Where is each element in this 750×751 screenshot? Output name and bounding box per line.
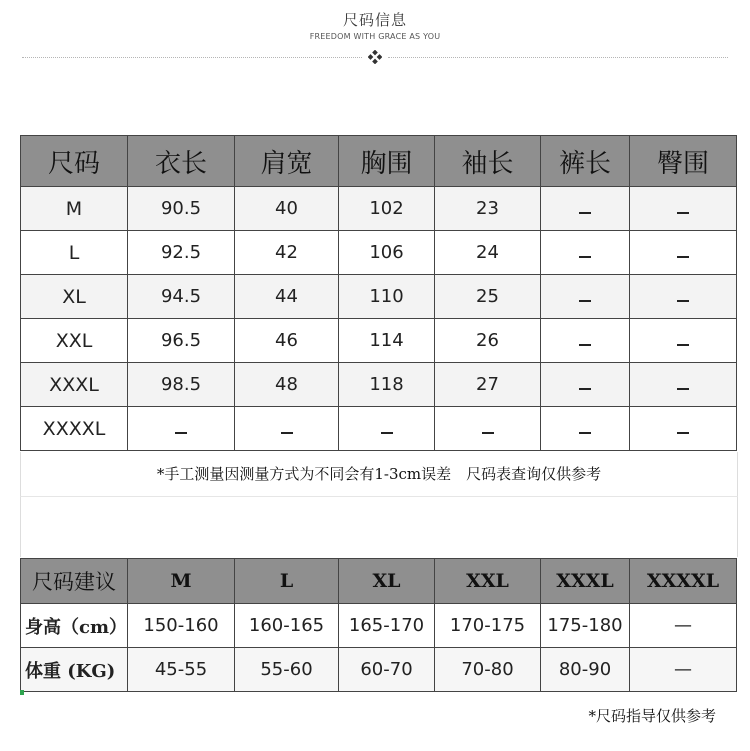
empty-dash	[677, 244, 689, 258]
table-cell: 175-180	[541, 604, 630, 648]
size-label: XXXL	[21, 363, 128, 407]
table-cell	[541, 187, 630, 231]
diamond-dots-icon	[368, 50, 382, 64]
table-cell: 106	[339, 231, 435, 275]
table-cell: 98.5	[128, 363, 235, 407]
empty-dash	[579, 420, 591, 434]
size-label: XXL	[21, 319, 128, 363]
header-xxxxl: XXXXL	[630, 559, 737, 604]
dotted-divider-right	[388, 57, 728, 58]
table-cell: 170-175	[435, 604, 541, 648]
table-cell: 150-160	[128, 604, 235, 648]
table-cell: —	[630, 604, 737, 648]
table-cell: 55-60	[235, 648, 339, 692]
table-cell: 44	[235, 275, 339, 319]
header-sleeve: 袖长	[435, 136, 541, 187]
table-row	[21, 604, 737, 648]
table-cell: 70-80	[435, 648, 541, 692]
table-cell	[541, 319, 630, 363]
table-cell	[630, 407, 737, 451]
table-cell	[630, 319, 737, 363]
header-xl: XL	[339, 559, 435, 604]
size-label: M	[21, 187, 128, 231]
corner-mark	[20, 690, 24, 695]
table-cell	[235, 407, 339, 451]
section-subtitle: FREEDOM WITH GRACE AS YOU	[309, 32, 441, 41]
table-cell: 25	[435, 275, 541, 319]
section-title: 尺码信息	[342, 11, 407, 29]
table-row	[21, 275, 737, 319]
header-recommendation: 尺码建议	[21, 559, 128, 604]
table-cell: 102	[339, 187, 435, 231]
table-cell: 92.5	[128, 231, 235, 275]
empty-dash	[579, 332, 591, 346]
table-cell: 110	[339, 275, 435, 319]
table-cell: 118	[339, 363, 435, 407]
table-cell	[630, 275, 737, 319]
header-hip: 臀围	[630, 136, 737, 187]
table-cell: 27	[435, 363, 541, 407]
table-row	[21, 363, 737, 407]
table-cell: 24	[435, 231, 541, 275]
table-cell: —	[630, 648, 737, 692]
empty-dash	[579, 288, 591, 302]
table-cell: 23	[435, 187, 541, 231]
table-row	[21, 319, 737, 363]
table-cell	[630, 363, 737, 407]
recommendation-header-row	[21, 559, 737, 604]
table-cell: 160-165	[235, 604, 339, 648]
weight-label: 体重 (KG)	[21, 648, 128, 692]
table-cell: 48	[235, 363, 339, 407]
section-header	[0, 0, 750, 70]
table-cell	[541, 407, 630, 451]
empty-dash	[677, 200, 689, 214]
empty-dash	[579, 376, 591, 390]
table-cell: 42	[235, 231, 339, 275]
header-l: L	[235, 559, 339, 604]
table-cell	[128, 407, 235, 451]
table-row	[21, 187, 737, 231]
table-cell: 96.5	[128, 319, 235, 363]
header-pants-length: 裤长	[541, 136, 630, 187]
empty-dash	[482, 420, 494, 434]
empty-dash	[281, 420, 293, 434]
table-cell: 60-70	[339, 648, 435, 692]
header-xxxl: XXXL	[541, 559, 630, 604]
reference-note: *尺码指导仅供参考	[588, 707, 716, 725]
size-chart-table	[20, 135, 737, 451]
size-chart-header-row	[21, 136, 737, 187]
table-cell: 26	[435, 319, 541, 363]
empty-dash	[381, 420, 393, 434]
header-chest: 胸围	[339, 136, 435, 187]
size-label: XXXXL	[21, 407, 128, 451]
size-recommendation-table	[20, 558, 737, 692]
table-row	[21, 231, 737, 275]
header-size: 尺码	[21, 136, 128, 187]
table-row	[21, 407, 737, 451]
header-length: 衣长	[128, 136, 235, 187]
size-label: XL	[21, 275, 128, 319]
empty-dash	[677, 420, 689, 434]
size-label: L	[21, 231, 128, 275]
empty-dash	[579, 244, 591, 258]
table-cell: 40	[235, 187, 339, 231]
table-cell	[630, 231, 737, 275]
measurement-note: *手工测量因测量方式为不同会有1-3cm误差 尺码表查询仅供参考	[20, 452, 738, 497]
table-cell: 165-170	[339, 604, 435, 648]
dotted-divider-left	[22, 57, 362, 58]
table-cell: 94.5	[128, 275, 235, 319]
table-cell: 45-55	[128, 648, 235, 692]
table-cell: 80-90	[541, 648, 630, 692]
empty-dash	[175, 420, 187, 434]
table-cell	[541, 231, 630, 275]
table-cell	[339, 407, 435, 451]
table-cell: 46	[235, 319, 339, 363]
empty-dash	[677, 288, 689, 302]
header-xxl: XXL	[435, 559, 541, 604]
table-cell	[541, 275, 630, 319]
header-shoulder: 肩宽	[235, 136, 339, 187]
table-cell: 90.5	[128, 187, 235, 231]
empty-dash	[677, 376, 689, 390]
height-label: 身高（cm）	[21, 604, 128, 648]
table-cell	[630, 187, 737, 231]
table-cell: 114	[339, 319, 435, 363]
spacer	[20, 497, 738, 557]
table-cell	[435, 407, 541, 451]
empty-dash	[677, 332, 689, 346]
header-m: M	[128, 559, 235, 604]
table-cell	[541, 363, 630, 407]
table-row	[21, 648, 737, 692]
empty-dash	[579, 200, 591, 214]
